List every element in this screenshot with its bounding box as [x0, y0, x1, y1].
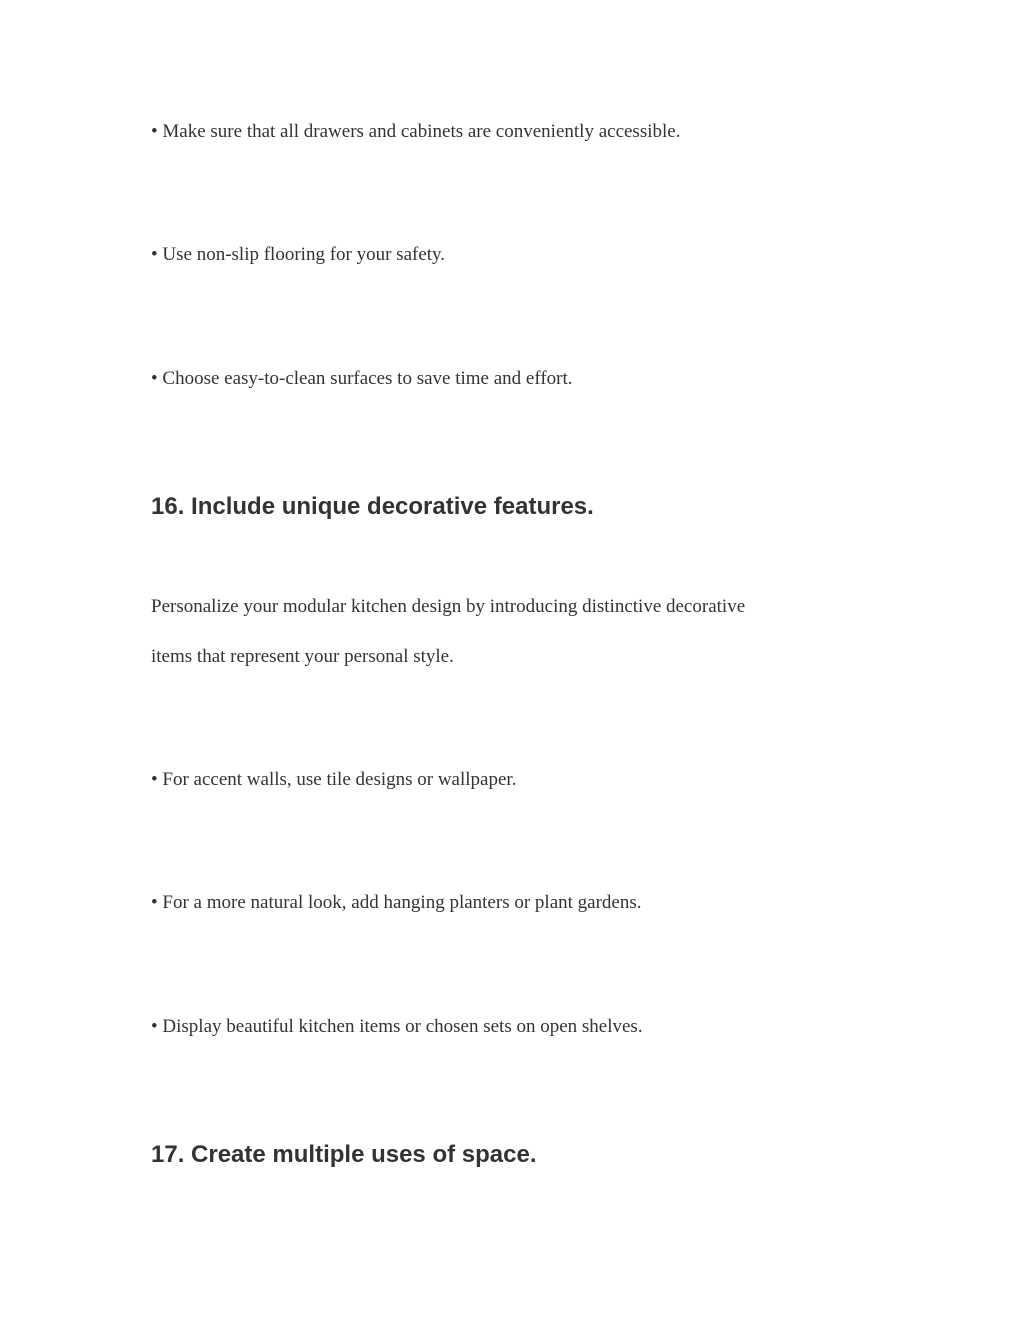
- bullet-item: • Display beautiful kitchen items or chosen sets on open shelves.: [151, 1016, 643, 1037]
- bullet-item: • For a more natural look, add hanging planters or plant gardens.: [151, 892, 642, 913]
- paragraph-line: items that represent your personal style.: [151, 646, 454, 667]
- paragraph-line: Personalize your modular kitchen design by introducing distinctive decorative: [151, 596, 746, 617]
- bullet-item: • For accent walls, use tile designs or wallpaper.: [151, 769, 517, 790]
- bullet-item: • Make sure that all drawers and cabinets are conveniently accessible.: [151, 121, 681, 142]
- section-heading-17: 17. Create multiple uses of space.: [151, 1141, 537, 1168]
- section-heading-16: 16. Include unique decorative features.: [151, 493, 594, 520]
- bullet-item: • Choose easy-to-clean surfaces to save time and effort.: [151, 368, 573, 389]
- bullet-item: • Use non-slip flooring for your safety.: [151, 244, 446, 265]
